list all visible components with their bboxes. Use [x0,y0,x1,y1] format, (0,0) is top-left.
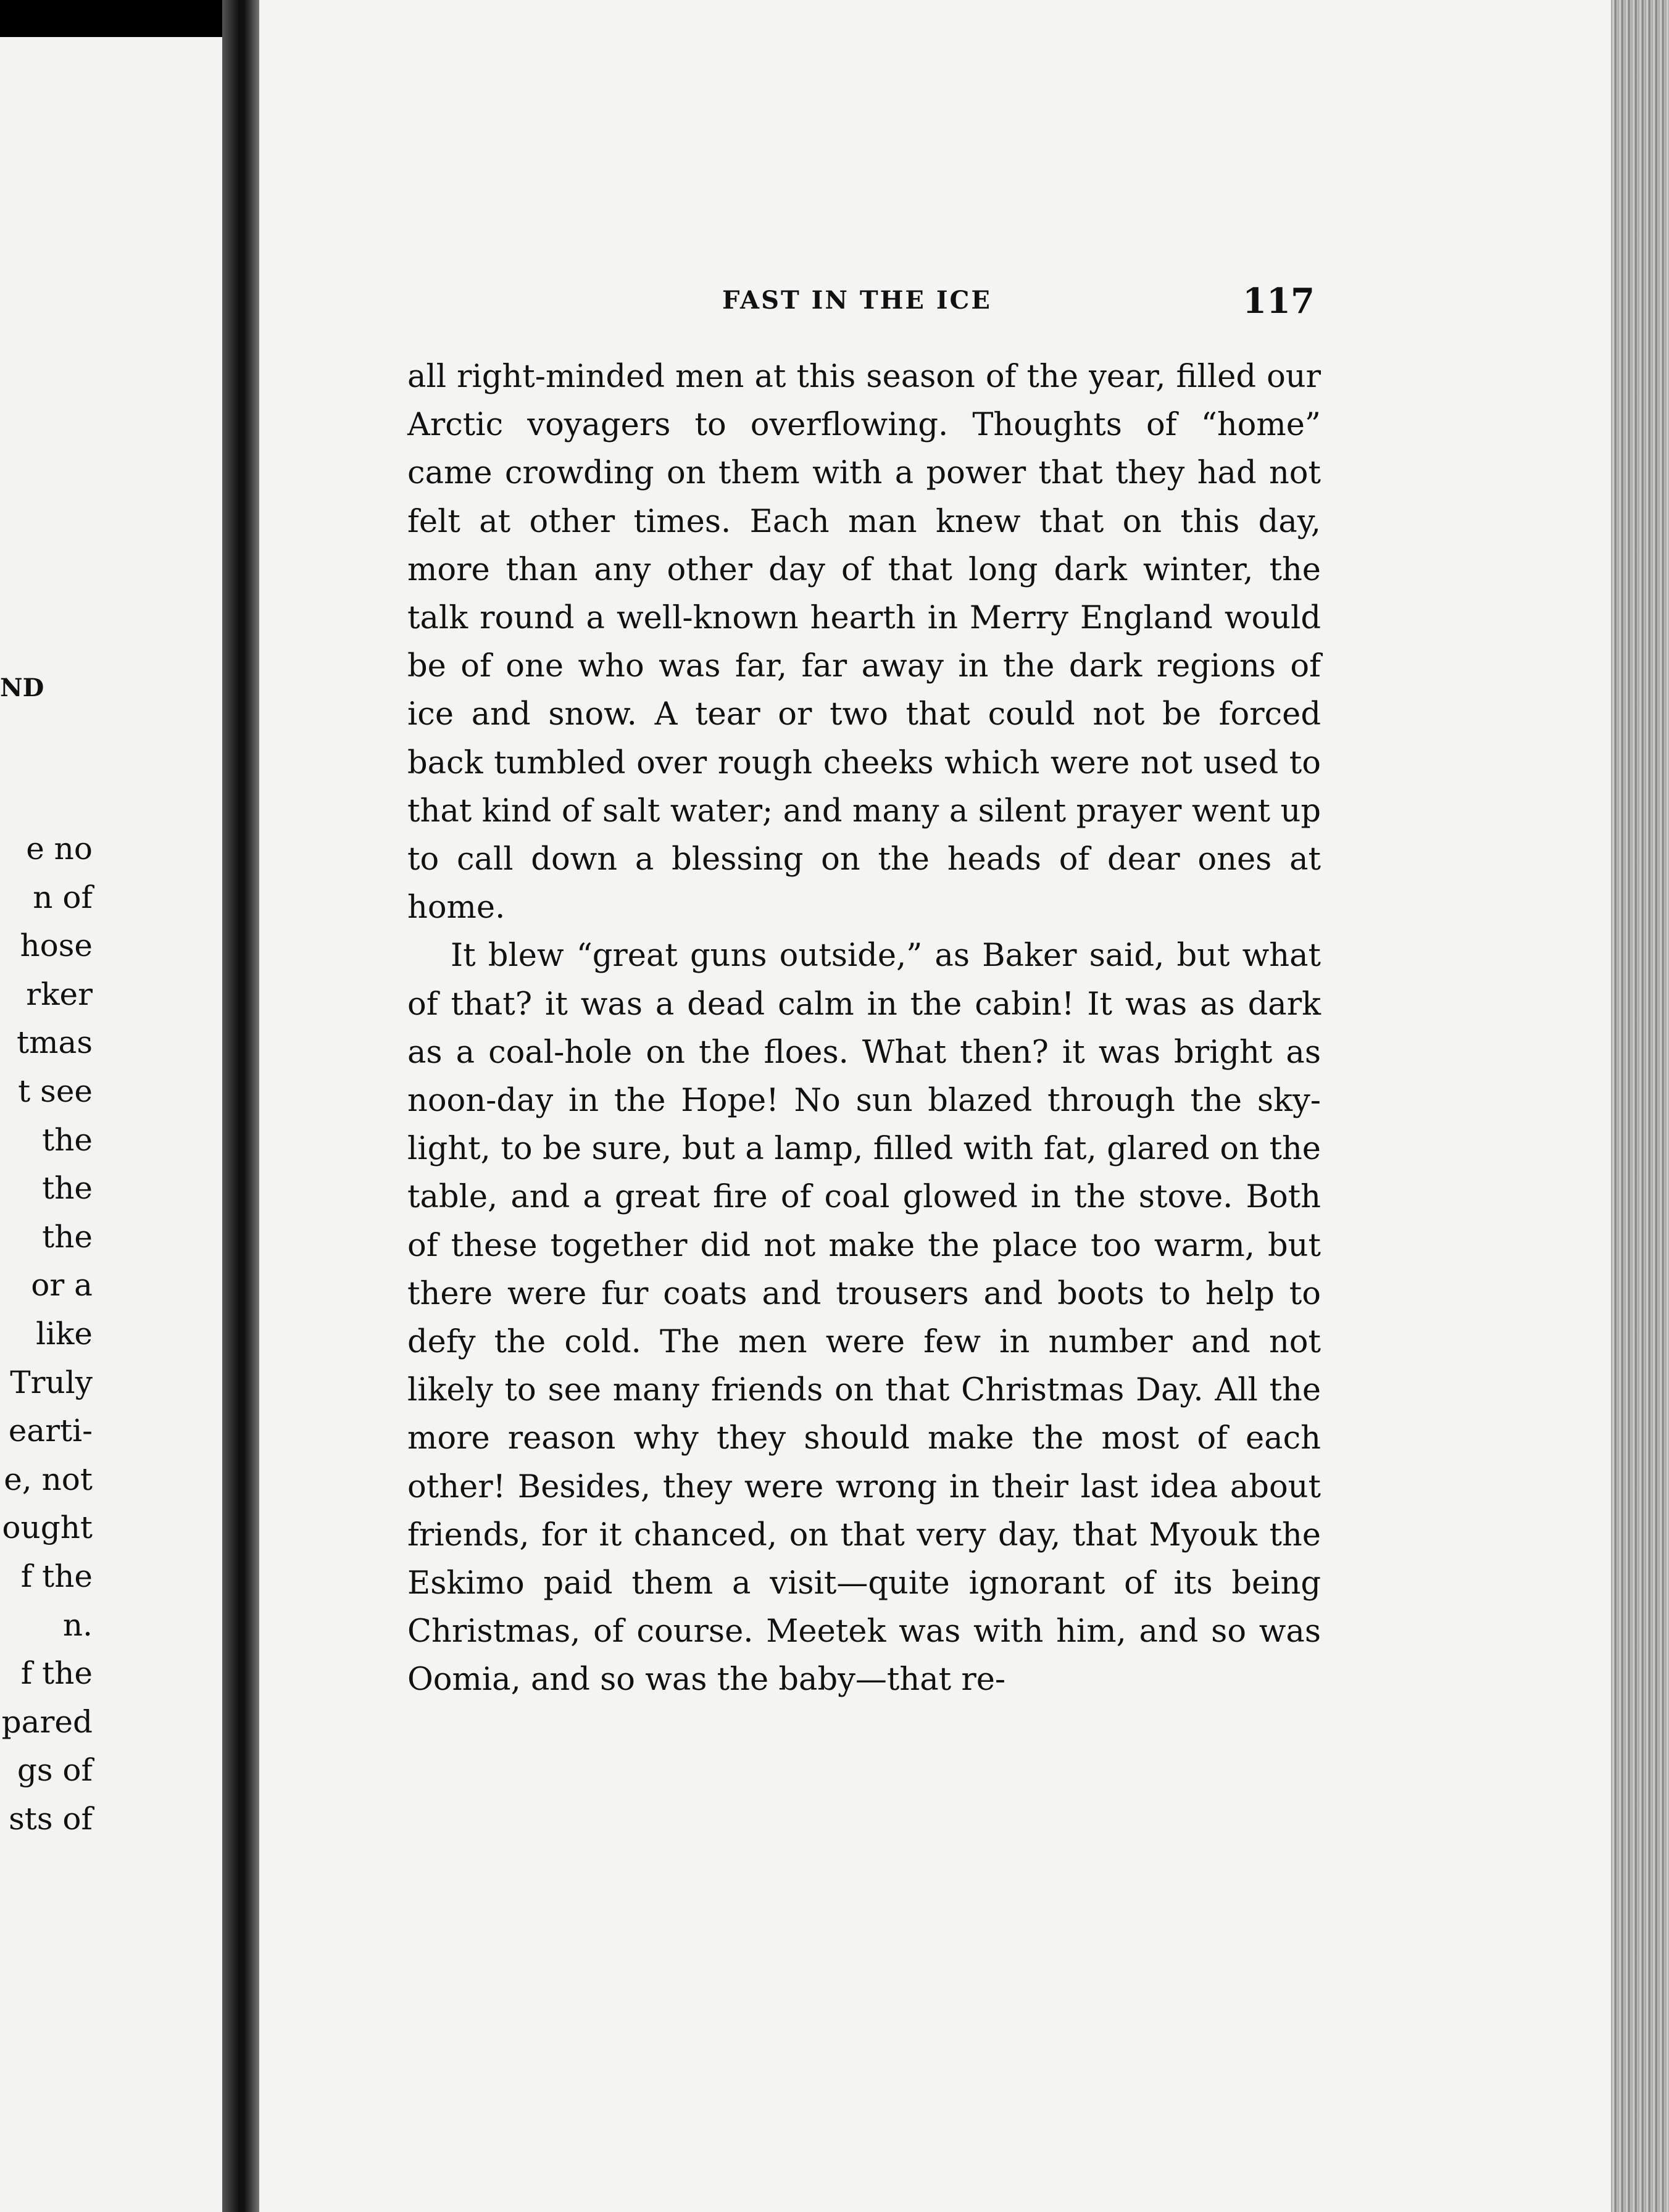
previous-page-line-fragment: the [42,1170,93,1207]
previous-page-line-fragment: n. [62,1607,93,1643]
previous-page-line-fragment: pared [1,1703,93,1740]
previous-page-fragment [0,37,222,2212]
previous-page-line-fragment: earti- [8,1413,93,1449]
previous-page-heading-fragment: ND [0,673,44,702]
previous-page-line-fragment: Truly [10,1364,93,1400]
book-gutter [222,0,259,2212]
page-edges [1611,0,1669,2212]
previous-page-line-fragment: the [42,1121,93,1158]
previous-page-line-fragment: n of [33,879,93,915]
running-head [259,281,1315,322]
previous-page-line-fragment: e no [26,831,93,867]
running-title: FAST IN THE ICE [722,286,992,315]
previous-page-line-fragment: gs of [17,1752,93,1789]
previous-page-line-fragment: hose [20,928,93,964]
previous-page-line-fragment: like [36,1316,93,1352]
book-page [259,0,1611,2212]
previous-page-line-fragment: f the [20,1655,93,1692]
previous-page-line-fragment: t see [18,1073,93,1109]
previous-page-line-fragment: or a [31,1267,93,1304]
paragraph: all right-minded men at this season of the year, filled our Arctic voyagers to overflowing. Thoughts of “home” came crowding on them with a power that they had not felt at other times. Each man knew that on this day, more than any other day of that long dark winter, the talk round a well-known hearth in Merry England would be of one who was far, far away in the dark regions of ice and snow. A tear or two that could not be forced back tumbled over rough cheeks which were not used to that kind of salt water; and many a silent prayer went up to call down a blessing on the heads of dear ones at home. [407,359,1321,926]
paragraph: It blew “great guns outside,” as Baker said, but what of that? it was a dead calm in the cabin! It was as dark as a coal-hole on the floes. What then? it was bright as noon-day in the Hope! No sun blazed through the sky-light, to be sure, but a lamp, filled with fat, glared on the table, and a great fire of coal glowed in the stove. Both of these together did not make the place too warm, but there were fur coats and trousers and boots to help to defy the cold. The men were few in number and not likely to see many friends on that Christmas Day. All the more reason why they should make the most of each other! Besides, they were wrong in their last idea about friends, for it chanced, on that very day, that Myouk the Eskimo paid them a visit—quite ignorant of its being Christmas, of course. Meetek was with him, and so was Oomia, and so was the baby—that re- [407,938,1321,1698]
previous-page-line-fragment: sts of [9,1801,93,1837]
body-text [407,353,1321,1705]
previous-page-line-fragment: f the [20,1558,93,1594]
previous-page-line-fragment: rker [26,976,93,1012]
page-number: 117 [1242,281,1315,322]
previous-page-line-fragment: tmas [17,1025,93,1061]
previous-page-line-fragment: e, not [4,1461,93,1497]
previous-page-line-fragment: the [42,1218,93,1255]
previous-page-line-fragments [0,37,222,2212]
previous-page-line-fragment: ought [2,1510,93,1546]
